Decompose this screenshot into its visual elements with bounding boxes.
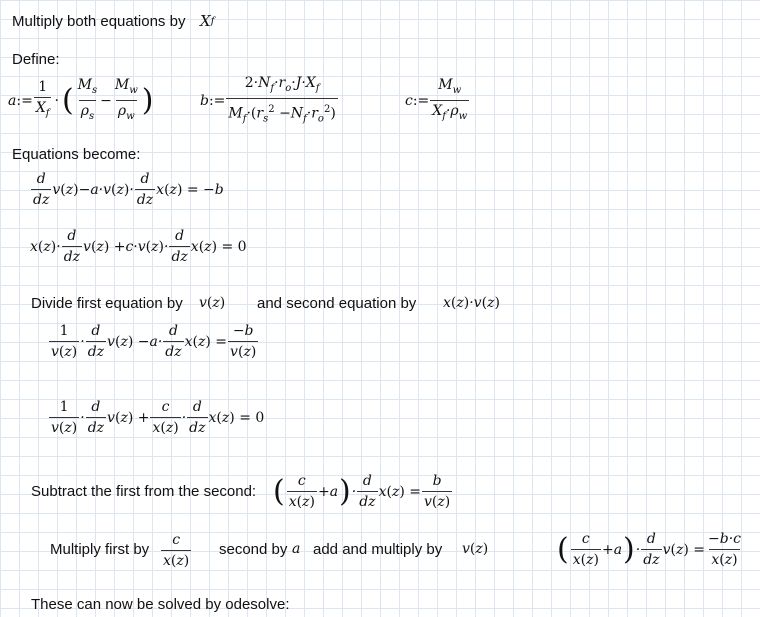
- math-define-a: a := $\frac{1}{X_f}$ · ( $\frac{M_s}{\rho_s}$ − $\frac{M_w}{\rho_w}$ ): [8, 77, 154, 122]
- math-define-b: b := $\frac{2\cdot N_f\cdot r_o\cdot J\cdot X_f}{M_f\cdot(r_s^2 -N_f\cdot r_o^2)}$: [200, 75, 336, 125]
- math-equation-2: x ( z ) · $\frac{d}{dz}$ v ( z ) + c·v ( z ) · $\frac{d}{dz}$ x ( z ) = 0: [30, 228, 247, 265]
- math-divided-1: $\frac{1}{v(z)}$ · $\frac{d}{dz}$ v ( z ) − a· $\frac{d}{dz}$ x ( z ) = $\frac{-b}{v(z)}$: [51, 323, 257, 360]
- text-second-by: second by: [219, 541, 288, 558]
- text-subtract: Subtract the first from the second:: [31, 483, 257, 500]
- math-xf-1: X f: [200, 12, 215, 30]
- math-xz-vz: x ( z ) ·v ( z ): [443, 295, 500, 311]
- text-and-second: and second equation by: [257, 295, 417, 312]
- text-define: Define:: [12, 51, 60, 68]
- math-divided-2: $\frac{1}{v(z)}$ · $\frac{d}{dz}$ v ( z ) + $\frac{c}{x(z)}$ · $\frac{d}{dz}$ x ( z ) = 0: [51, 399, 265, 436]
- math-define-c: c := $\frac{M_w}{X_f\cdot\rho_w}$: [405, 77, 468, 122]
- text-add-multiply: add and multiply by: [313, 541, 443, 558]
- text-divide-first: Divide first equation by: [31, 295, 183, 312]
- text-solved-by: These can now be solved by odesolve:: [31, 596, 290, 613]
- math-a: a: [292, 541, 301, 557]
- math-final-equation: ( $\frac{c}{x(z)}$ + a ) · $\frac{d}{dz}$ v ( z ) = $\frac{-b\cdot c}{x(z)}$: [557, 531, 741, 568]
- math-c-over-xz: $\frac{c}{x(z)}$: [163, 532, 190, 569]
- math-subtracted: ( $\frac{c}{x(z)}$ + a ) · $\frac{d}{dz}$ x ( z ) = $\frac{b}{v(z)}$: [273, 473, 451, 510]
- text-multiply-first: Multiply first by: [50, 541, 150, 558]
- text-equations-become: Equations become:: [12, 146, 141, 163]
- text-multiply-both: Multiply both equations by: [12, 13, 186, 30]
- math-vz: v ( z ): [199, 295, 226, 311]
- math-vz-2: v ( z ): [462, 541, 489, 557]
- math-equation-1: $\frac{d}{dz}$ v ( z ) − a·v ( z ) · $\frac{d}{dz}$ x ( z ) = − b: [33, 171, 224, 208]
